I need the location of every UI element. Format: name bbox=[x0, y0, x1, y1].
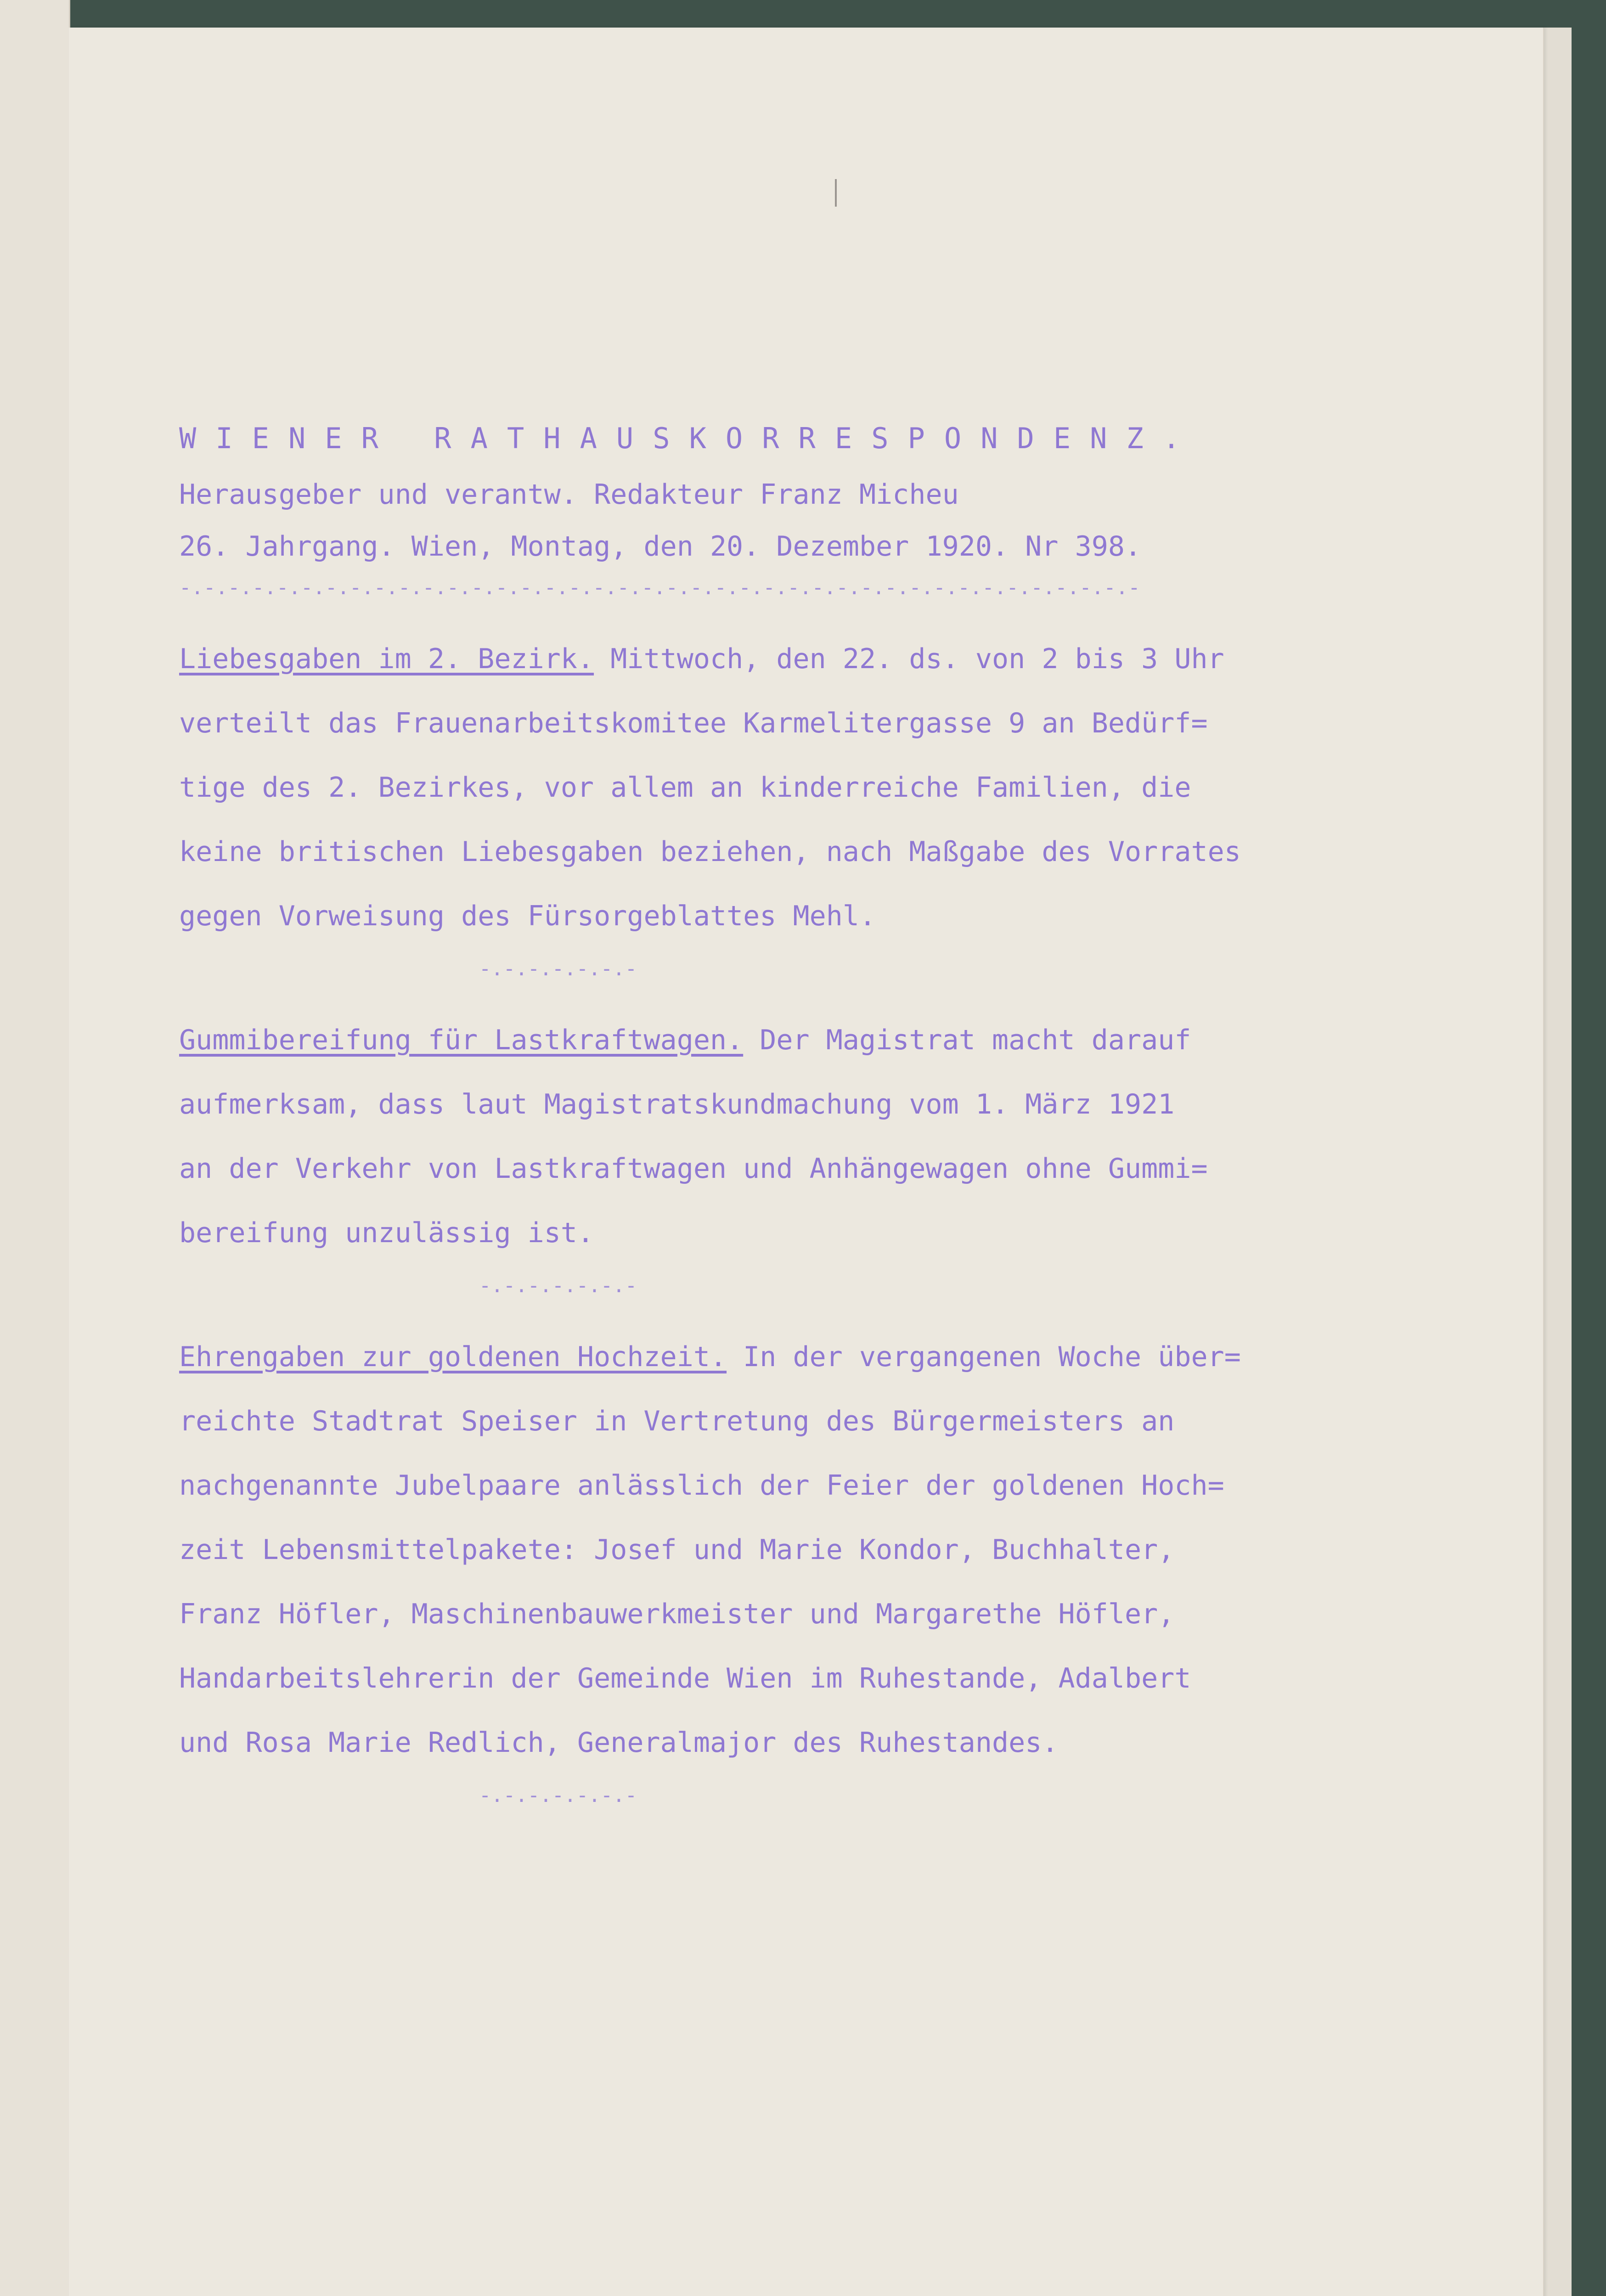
article-first-line bbox=[179, 627, 1419, 691]
facing-page-edge bbox=[0, 0, 70, 2296]
article-headline: Ehrengaben zur goldenen Hochzeit. bbox=[179, 1341, 727, 1373]
issue-line: 26. Jahrgang. Wien, Montag, den 20. Dezember 1920. Nr 398. bbox=[179, 530, 1142, 563]
article-line: an der Verkehr von Lastkraftwagen und Anhängewagen ohne Gummi= bbox=[179, 1153, 1208, 1185]
article-first-line bbox=[179, 1008, 1419, 1072]
article-line: tige des 2. Bezirkes, vor allem an kinderreiche Familien, die bbox=[179, 771, 1191, 804]
article-liebesgaben bbox=[179, 627, 1419, 990]
article-text: In der vergangenen Woche über= bbox=[727, 1341, 1241, 1373]
article-line: nachgenannte Jubelpaare anlässlich der Feier der goldenen Hoch= bbox=[179, 1469, 1224, 1502]
punch-mark bbox=[835, 179, 837, 207]
article-line: zeit Lebensmittelpakete: Josef und Marie Kondor, Buchhalter, bbox=[179, 1534, 1175, 1566]
article-line: reichte Stadtrat Speiser in Vertretung des Bürgermeisters an bbox=[179, 1405, 1175, 1437]
article-divider: -.-.-.-.-.-.- bbox=[479, 1784, 637, 1807]
article-line: Franz Höfler, Maschinenbauwerkmeister und Margarethe Höfler, bbox=[179, 1598, 1175, 1630]
article-line: bereifung unzulässig ist. bbox=[179, 1217, 594, 1249]
typewritten-document bbox=[179, 413, 1419, 1816]
article-divider: -.-.-.-.-.-.- bbox=[479, 957, 637, 980]
article-line: gegen Vorweisung des Fürsorgeblattes Mehl. bbox=[179, 900, 876, 932]
article-line: Handarbeitslehrerin der Gemeinde Wien im Ruhestande, Adalbert bbox=[179, 1662, 1191, 1694]
issue-info bbox=[179, 464, 1419, 567]
masthead: WIENER RATHAUSKORRESPONDENZ. bbox=[179, 422, 1200, 455]
article-line: keine britischen Liebesgaben beziehen, nach Maßgabe des Vorrates bbox=[179, 836, 1241, 868]
article-headline: Gummibereifung für Lastkraftwagen. bbox=[179, 1024, 744, 1056]
article-line: und Rosa Marie Redlich, Generalmajor des Ruhestandes. bbox=[179, 1727, 1059, 1759]
article-line: verteilt das Frauenarbeitskomitee Karmelitergasse 9 an Bedürf= bbox=[179, 707, 1208, 739]
masthead-divider: -.-.-.-.-.-.-.-.-.-.-.-.-.-.-.-.-.-.-.-.-.-.-.-.-.-.-.-.-.-.-.-.-.-.-.-.-.-.-.- bbox=[179, 576, 1140, 599]
publisher-line: Herausgeber und verantw. Redakteur Franz Micheu bbox=[179, 478, 959, 511]
article-gummibereifung bbox=[179, 1008, 1419, 1306]
article-first-line bbox=[179, 1325, 1419, 1389]
article-divider: -.-.-.-.-.-.- bbox=[479, 1274, 637, 1297]
article-headline: Liebesgaben im 2. Bezirk. bbox=[179, 643, 594, 675]
article-text: Der Magistrat macht darauf bbox=[743, 1024, 1191, 1056]
article-text: Mittwoch, den 22. ds. von 2 bis 3 Uhr bbox=[594, 643, 1224, 675]
article-ehrengaben bbox=[179, 1325, 1419, 1816]
article-line: aufmerksam, dass laut Magistratskundmachung vom 1. März 1921 bbox=[179, 1088, 1175, 1120]
